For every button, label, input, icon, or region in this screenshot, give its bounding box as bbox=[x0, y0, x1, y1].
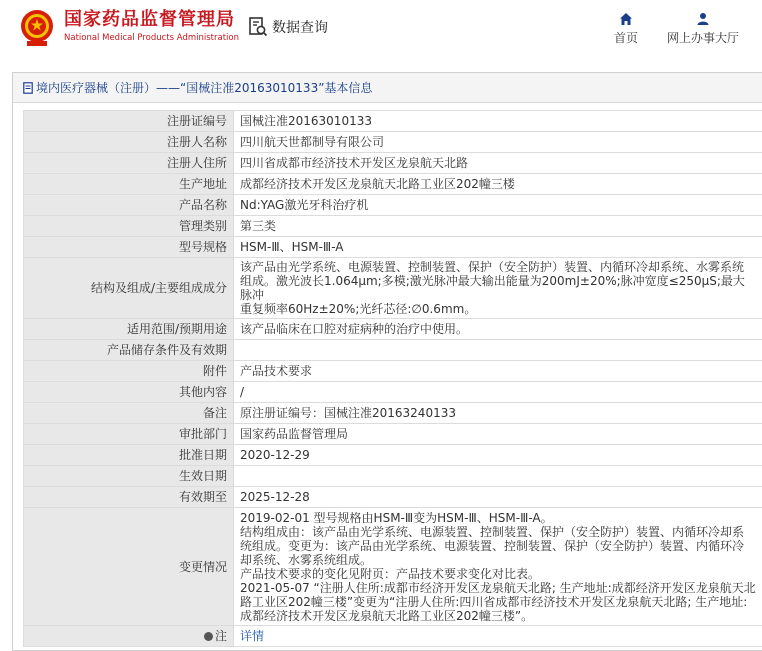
field-value bbox=[234, 626, 762, 647]
field-label bbox=[24, 626, 234, 647]
table-row bbox=[24, 153, 762, 174]
field-value: 四川省成都市经济技术开发区龙泉航天北路 bbox=[234, 153, 762, 174]
change-line: 却系统、水雾系统组成。 bbox=[240, 552, 373, 567]
structure-line: 组成。激光波长1.064μm;多模;激光脉冲最大输出能量为200mJ±20%;脉冲宽度≤250μS;最大脉冲 bbox=[240, 274, 745, 302]
change-line: 2019-02-01 型号规格由HSM-Ⅲ变为HSM-Ⅲ、HSM-Ⅲ-A。 bbox=[240, 510, 553, 525]
change-line: 产品技术要求的变化见附页：产品技术要求变化对比表。 bbox=[240, 566, 541, 581]
field-value: 2025-12-28 bbox=[234, 487, 762, 508]
change-line: 2021-05-07 “注册人住所:成都市经济开发区龙泉航天北路; 生产地址:成都经济开发区龙泉航天北 bbox=[240, 580, 756, 595]
change-line: 统组成。变更为：该产品由光学系统、电源装置、控制装置、保护（安全防护）装置、内循环冷 bbox=[240, 538, 745, 553]
table-row bbox=[24, 382, 762, 403]
field-value bbox=[234, 340, 762, 361]
table-row bbox=[24, 319, 762, 340]
field-value: HSM-Ⅲ、HSM-Ⅲ-A bbox=[234, 237, 762, 258]
field-value bbox=[234, 258, 762, 319]
table-row bbox=[24, 174, 762, 195]
brand-title: 国家药品监督管理局 bbox=[64, 9, 235, 30]
data-query-link[interactable] bbox=[248, 16, 328, 38]
table-row bbox=[24, 466, 762, 487]
field-label: 批准日期 bbox=[24, 445, 234, 466]
brand-subtitle: National Medical Products Administration bbox=[64, 33, 239, 43]
field-label: 审批部门 bbox=[24, 424, 234, 445]
brand[interactable] bbox=[64, 8, 239, 44]
field-label: 其他内容 bbox=[24, 382, 234, 403]
note-label: 注 bbox=[214, 629, 227, 643]
nav-home-label: 首页 bbox=[613, 31, 638, 45]
table-row bbox=[24, 132, 762, 153]
field-label: 生效日期 bbox=[24, 466, 234, 487]
details-link[interactable]: 详情 bbox=[240, 629, 265, 643]
table-row bbox=[24, 445, 762, 466]
data-query-label: 数据查询 bbox=[272, 20, 328, 36]
field-label: 备注 bbox=[24, 403, 234, 424]
field-label: 产品名称 bbox=[24, 195, 234, 216]
table-row bbox=[24, 487, 762, 508]
detail-panel bbox=[12, 72, 762, 651]
field-label: 有效期至 bbox=[24, 487, 234, 508]
table-row bbox=[24, 424, 762, 445]
field-label: 型号规格 bbox=[24, 237, 234, 258]
table-row bbox=[24, 111, 762, 132]
table-row bbox=[24, 361, 762, 382]
change-line: 成都经济技术开发区龙泉航天北路工业区202幢三楼”。 bbox=[240, 608, 534, 623]
table-row bbox=[24, 195, 762, 216]
table-row bbox=[24, 237, 762, 258]
field-value: 2020-12-29 bbox=[234, 445, 762, 466]
field-label: 适用范围/预期用途 bbox=[24, 319, 234, 340]
table-row bbox=[24, 340, 762, 361]
table-row bbox=[24, 508, 762, 626]
user-icon bbox=[696, 12, 710, 26]
field-label: 变更情况 bbox=[24, 508, 234, 626]
field-value: 原注册证编号：国械注准20163240133 bbox=[234, 403, 762, 424]
info-table bbox=[23, 110, 762, 647]
national-emblem-icon bbox=[18, 8, 56, 48]
field-value bbox=[234, 466, 762, 487]
field-value: 成都经济技术开发区龙泉航天北路工业区202幢三楼 bbox=[234, 174, 762, 195]
field-label: 产品储存条件及有效期 bbox=[24, 340, 234, 361]
field-label: 注册人名称 bbox=[24, 132, 234, 153]
change-line: 路工业区202幢三楼”变更为“注册人住所:四川省成都市经济技术开发区龙泉航天北路; 生产地址: bbox=[240, 594, 748, 609]
field-value: / bbox=[234, 382, 762, 403]
field-value: 该产品临床在口腔对症病种的治疗中使用。 bbox=[234, 319, 762, 340]
field-label: 附件 bbox=[24, 361, 234, 382]
breadcrumb-text: 境内医疗器械（注册）——“国械注准20163010133”基本信息 bbox=[36, 81, 373, 95]
field-value: 国家药品监督管理局 bbox=[234, 424, 762, 445]
structure-line: 重复频率60Hz±20%;光纤芯径:∅0.6mm。 bbox=[240, 302, 477, 316]
document-search-icon bbox=[248, 16, 268, 38]
field-label: 管理类别 bbox=[24, 216, 234, 237]
table-row bbox=[24, 626, 762, 647]
site-header bbox=[0, 0, 762, 56]
table-row bbox=[24, 258, 762, 319]
breadcrumb bbox=[13, 73, 762, 103]
table-row bbox=[24, 403, 762, 424]
field-value: 第三类 bbox=[234, 216, 762, 237]
field-value: 国械注准20163010133 bbox=[234, 111, 762, 132]
home-icon bbox=[619, 12, 633, 26]
nav-online-hall[interactable] bbox=[660, 12, 746, 46]
change-line: 结构组成由：该产品由光学系统、电源装置、控制装置、保护（安全防护）装置、内循环冷却系 bbox=[240, 524, 745, 539]
field-label: 注册人住所 bbox=[24, 153, 234, 174]
nav-home[interactable] bbox=[608, 12, 644, 46]
globe-icon bbox=[204, 632, 213, 641]
field-value: Nd:YAG激光牙科治疗机 bbox=[234, 195, 762, 216]
field-value: 产品技术要求 bbox=[234, 361, 762, 382]
nav-online-hall-label: 网上办事大厅 bbox=[666, 31, 739, 45]
document-icon bbox=[23, 82, 33, 94]
field-value bbox=[234, 508, 762, 626]
field-value: 四川航天世都制导有限公司 bbox=[234, 132, 762, 153]
structure-line: 该产品由光学系统、电源装置、控制装置、保护（安全防护）装置、内循环冷却系统、水雾系统 bbox=[240, 260, 745, 274]
field-label: 生产地址 bbox=[24, 174, 234, 195]
field-label: 注册证编号 bbox=[24, 111, 234, 132]
table-row bbox=[24, 216, 762, 237]
field-label: 结构及组成/主要组成成分 bbox=[24, 258, 234, 319]
